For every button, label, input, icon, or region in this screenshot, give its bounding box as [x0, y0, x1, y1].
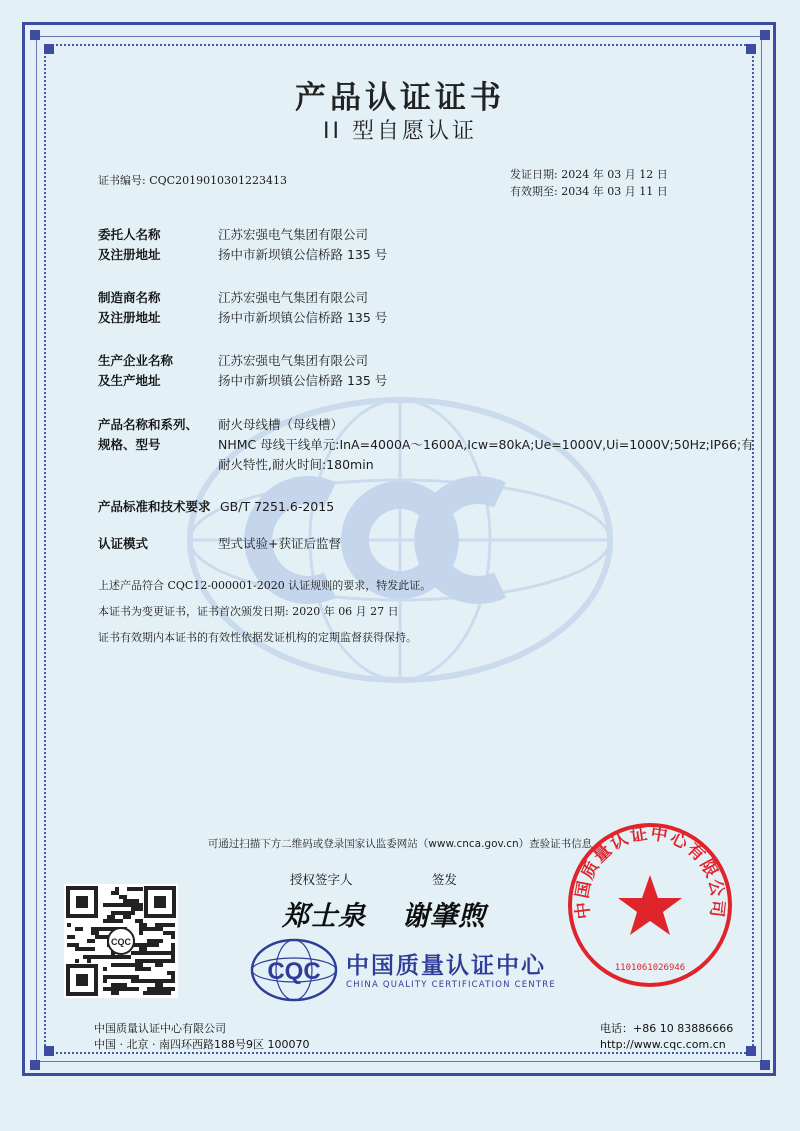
mode-label: 认证模式 [98, 536, 149, 551]
org-name-cn: 中国质量认证中心 [346, 953, 546, 979]
manufacturer-address: 扬中市新坝镇公信桥路 135 号 [218, 310, 388, 325]
authorized-signature: 郑士泉 [282, 901, 366, 932]
qr-code-icon[interactable] [64, 884, 178, 998]
corner-ornament [746, 44, 756, 54]
cqc-logo-text: CQC [267, 958, 321, 985]
product-name: 耐火母线槽（母线槽） [218, 417, 344, 432]
manufacturer-address-label: 及注册地址 [98, 310, 161, 325]
standard-value: GB/T 7251.6-2015 [220, 499, 335, 514]
product-spec: NHMC 母线干线单元:InA=4000A～1600A,Icw=80kA;Ue=1000V,Ui=1000V;50Hz;IP66;有 [218, 437, 754, 452]
issuer-label: 签发 [432, 872, 458, 887]
product-model-label: 规格、型号 [98, 437, 161, 452]
statement-compliance: 上述产品符合 CQC12-000001-2020 认证规则的要求，特发此证。 [98, 579, 432, 592]
issuer-signature: 谢肇煦 [402, 901, 486, 932]
corner-ornament [44, 1046, 54, 1056]
manufacturer-label: 制造商名称 [98, 290, 161, 305]
corner-ornament [44, 44, 54, 54]
valid-date-value: 2034 年 03 月 11 日 [561, 185, 668, 198]
qr-center-badge: CQC [111, 937, 131, 947]
client-address-label: 及注册地址 [98, 247, 161, 262]
org-name-en: CHINA QUALITY CERTIFICATION CENTRE [346, 980, 556, 990]
client-address: 扬中市新坝镇公信桥路 135 号 [218, 247, 388, 262]
certificate-number [98, 172, 287, 188]
client-name: 江苏宏强电气集团有限公司 [218, 227, 369, 242]
footer-phone: 电话：+86 10 83886666 [600, 1022, 734, 1035]
valid-date-label: 有效期至: [510, 185, 558, 198]
factory-address-label: 及生产地址 [98, 373, 161, 388]
certificate-subtitle: II 型自愿认证 [323, 119, 477, 144]
authorized-signer-label: 授权签字人 [290, 872, 353, 887]
certificate-dates [510, 166, 668, 200]
official-seal-icon [565, 820, 735, 990]
corner-ornament [760, 30, 770, 40]
footer-website[interactable]: http://www.cqc.com.cn [600, 1038, 726, 1051]
mode-value: 型式试验+获证后监督 [218, 536, 341, 551]
footer-company [94, 1021, 309, 1053]
manufacturer-name: 江苏宏强电气集团有限公司 [218, 290, 369, 305]
issue-date-value: 2024 年 03 月 12 日 [561, 168, 668, 181]
factory-address: 扬中市新坝镇公信桥路 135 号 [218, 373, 388, 388]
verify-text: 可通过扫描下方二维码或登录国家认监委网站（www.cnca.gov.cn）查验证书信息 [207, 838, 593, 850]
footer-company-name: 中国质量认证中心有限公司 [94, 1022, 226, 1035]
factory-name: 江苏宏强电气集团有限公司 [218, 353, 369, 368]
seal-text: 中国质量认证中心有限公司 [572, 823, 728, 921]
standard-label: 产品标准和技术要求 [98, 499, 211, 514]
corner-ornament [30, 1060, 40, 1070]
client-label: 委托人名称 [98, 227, 161, 242]
cert-no-label: 证书编号: [98, 174, 146, 187]
factory-label: 生产企业名称 [98, 353, 174, 368]
statement-change: 本证书为变更证书，证书首次颁发日期: 2020 年 06 月 27 日 [98, 605, 399, 618]
statement-validity: 证书有效期内本证书的有效性依据发证机构的定期监督获得保持。 [98, 631, 417, 644]
seal-number: 1101061026946 [614, 963, 686, 973]
cert-no-value: CQC2019010301223413 [149, 174, 288, 187]
corner-ornament [30, 30, 40, 40]
footer-contact [600, 1021, 733, 1053]
certificate-title: 产品认证证书 [295, 80, 505, 116]
issue-date-label: 发证日期: [510, 168, 558, 181]
product-label: 产品名称和系列、 [98, 417, 199, 432]
product-spec-cont: 耐火特性,耐火时间:180min [218, 457, 374, 472]
cqc-logo-icon [250, 938, 338, 1002]
corner-ornament [760, 1060, 770, 1070]
footer-address: 中国 · 北京 · 南四环西路188号9区 100070 [94, 1038, 310, 1051]
corner-ornament [746, 1046, 756, 1056]
